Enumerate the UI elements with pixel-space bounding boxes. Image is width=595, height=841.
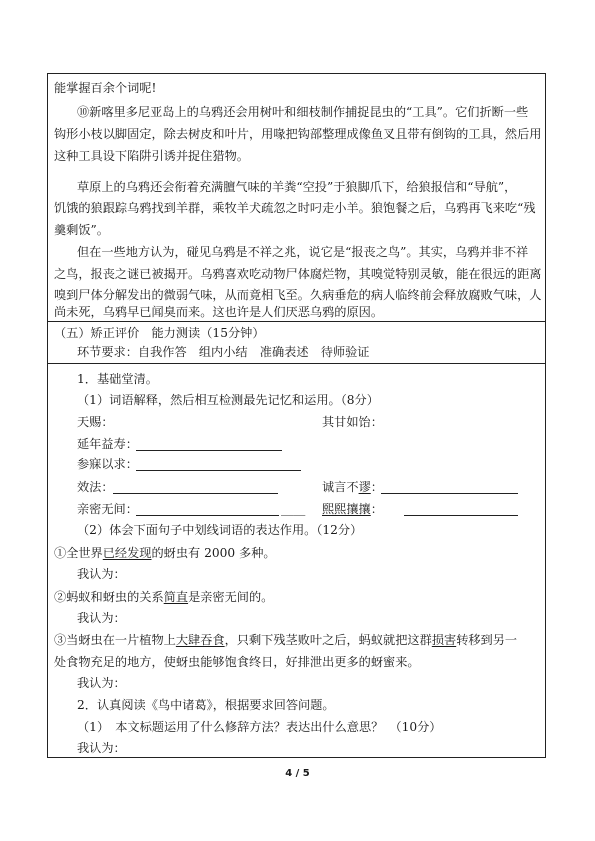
answer-label: 我认为： xyxy=(77,611,126,625)
passage-line: 之鸟，报丧之谜已被揭开。乌鸦喜欢吃动物尸体腐烂物，其嗅觉特别灵敏，能在很远的距离 xyxy=(54,267,542,281)
blank-dash: ＿＿ xyxy=(281,503,306,517)
page-number: 4 / 5 xyxy=(285,768,310,779)
term-label: 延年益寿： xyxy=(77,437,138,451)
answer-label: 我认为： xyxy=(77,676,126,690)
term-label: 参寐以求： xyxy=(77,457,138,471)
passage-line: 这种工具设下陷阱引诱并捉住猎物。 xyxy=(54,149,249,163)
sentence: ②蚂蚁和蚜虫的关系简直是亲密无间的。 xyxy=(54,590,274,604)
question-sub: （2）体会下面句子中划线词语的表达作用。（12分） xyxy=(77,523,363,537)
answer-blank[interactable] xyxy=(136,450,282,451)
term-label: 效法： xyxy=(77,480,114,494)
sentence: ③当蚜虫在一片植物上大肆吞食，只剩下残茎败叶之后，蚂蚁就把这群损害转移到另一 xyxy=(54,633,518,647)
term-label: 诚言不谬： xyxy=(322,480,383,494)
passage-line: 能掌握百余个词呢! xyxy=(54,81,157,95)
passage-line: 嗅到尸体分解发出的微弱气味，从而竟相飞至。久病垂危的病人临终前会释放腐败气味，人 xyxy=(54,288,542,302)
passage-line: 羹剩饭”。 xyxy=(54,223,109,237)
sentence: 处食物充足的地方，使蚜虫能够饱食终日，好排泄出更多的蚜蜜来。 xyxy=(54,655,420,669)
answer-blank[interactable] xyxy=(381,493,518,494)
passage-box xyxy=(47,73,546,322)
answer-blank[interactable] xyxy=(136,470,301,471)
question-title: 1．基础堂清。 xyxy=(77,372,158,386)
answer-blank[interactable] xyxy=(136,515,279,516)
answer-label: 我认为： xyxy=(77,567,126,581)
passage-line: 尚未死，乌鸦早已闻臭而来。这也许是人们厌恶乌鸦的原因。 xyxy=(54,305,384,319)
question-sub: （1）词语解释，然后相互检测最先记忆和运用。（8分） xyxy=(77,393,379,407)
exercise-box xyxy=(47,364,546,758)
section-header-box xyxy=(47,322,546,364)
answer-blank[interactable] xyxy=(404,515,518,516)
section-title: （五）矫正评价 能力测读（15分钟） xyxy=(54,326,265,340)
question-title: 2．认真阅读《鸟中诸葛》，根据要求回答问题。 xyxy=(77,698,335,712)
passage-line: 饥饿的狼跟踪乌鸦找到羊群，乘牧羊犬疏忽之时叼走小羊。狼饱餐之后，乌鸦再飞来吃“残 xyxy=(54,201,536,215)
sentence: ①全世界已经发现的蚜虫有 2000 多种。 xyxy=(54,546,276,560)
question-sub: （1） 本文标题运用了什么修辞方法？表达出什么意思？ （10分） xyxy=(77,720,442,734)
term-label: 熙熙攘攘： xyxy=(322,502,383,516)
term-label: 亲密无间： xyxy=(77,502,138,516)
answer-blank[interactable] xyxy=(113,493,278,494)
passage-line: 钩形小枝以脚固定，除去树皮和叶片，用喙把钩部整理成像鱼叉且带有倒钩的工具，然后用 xyxy=(54,127,542,141)
passage-line: 但在一些地方认为，碰见乌鸦是不祥之兆，说它是“报丧之鸟”。其实，乌鸦并非不祥 xyxy=(77,245,529,259)
term-label: 其甘如饴： xyxy=(322,415,383,429)
answer-label: 我认为： xyxy=(77,741,126,755)
section-requirements: 环节要求：自我作答 组内小结 准确表述 待师验证 xyxy=(77,345,370,359)
passage-line: 草原上的乌鸦还会衔着充满膻气味的羊粪“空投”于狼脚爪下，给狼报信和“导航”， xyxy=(77,180,517,194)
term-label: 天赐： xyxy=(77,415,114,429)
passage-line: ⑩新喀里多尼亚岛上的乌鸦还会用树叶和细枝制作捕捉昆虫的“工具”。它们折断一些 xyxy=(77,105,529,119)
